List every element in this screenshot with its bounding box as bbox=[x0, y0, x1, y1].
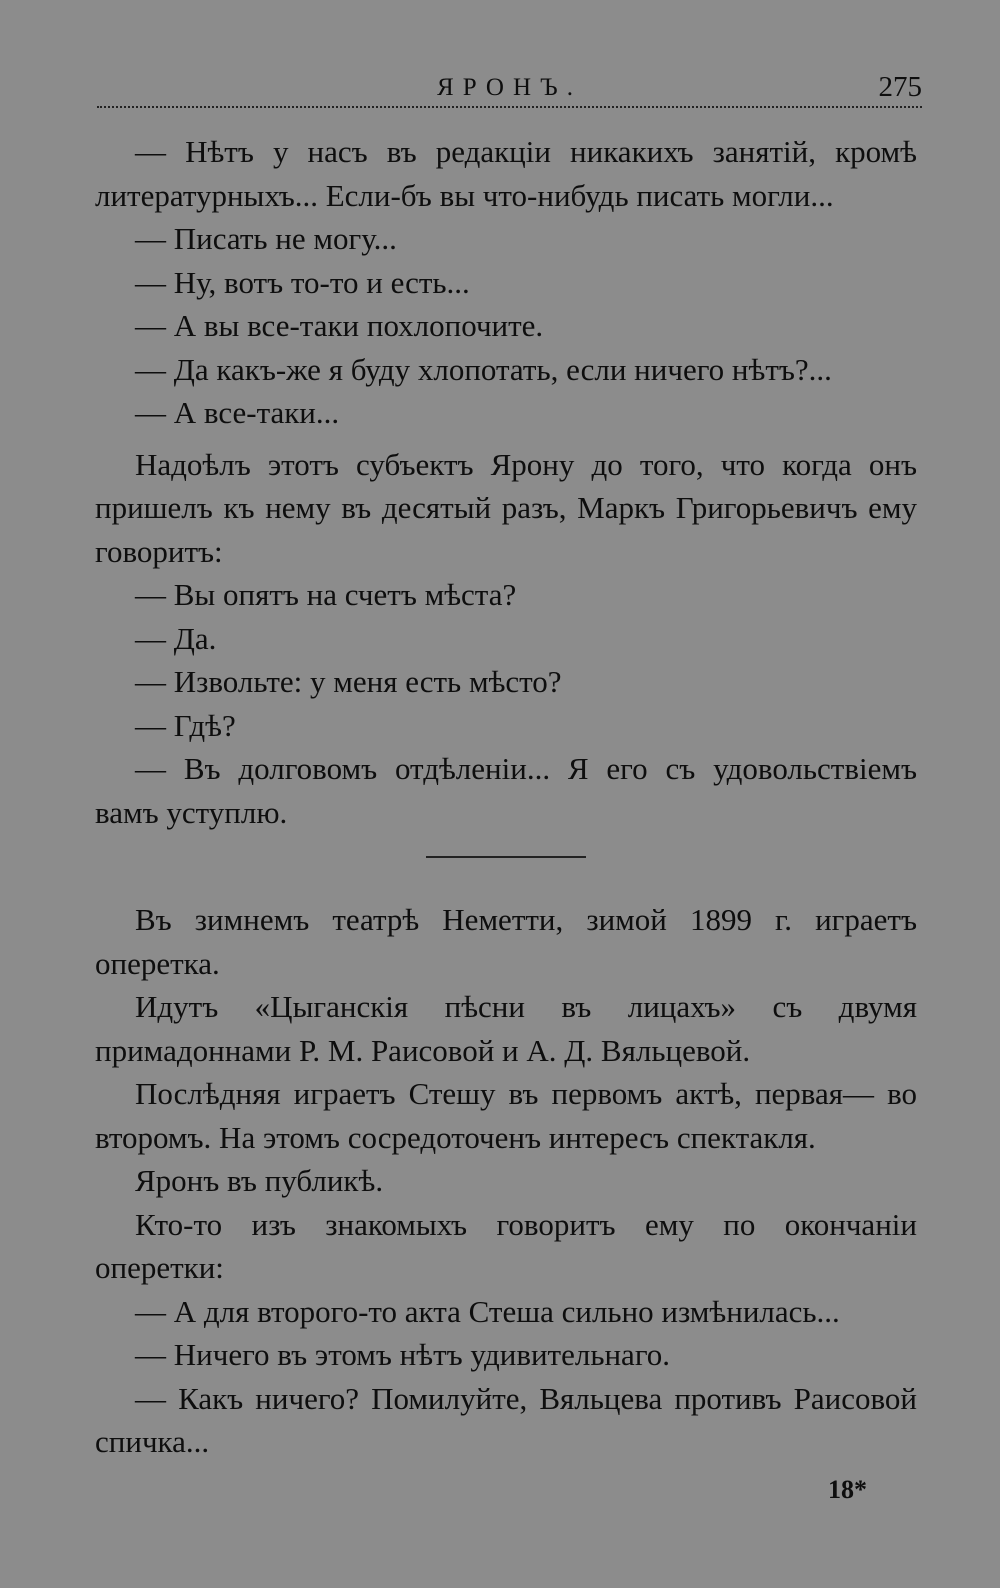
paragraph: Надоѣлъ этотъ субъектъ Ярону до того, что когда онъ пришелъ къ нему въ десятый разъ, Маркъ Григорьевичъ ему говоритъ: bbox=[95, 446, 917, 569]
paragraph: — Нѣтъ у насъ въ редакціи никакихъ занятій, кромѣ литературныхъ... Если-бъ вы что-нибудь писать могли... bbox=[95, 134, 917, 213]
paragraph: — Писать не могу... bbox=[135, 221, 397, 256]
paragraph: — А вы все-таки похлопочите. bbox=[135, 308, 544, 343]
paragraph: — Да. bbox=[135, 620, 217, 656]
paragraph: — А все-таки... bbox=[135, 395, 340, 430]
paragraph: Въ зимнемъ театрѣ Неметти, зимой 1899 г. играетъ оперетка. bbox=[95, 902, 917, 981]
paragraph: — Ну, вотъ то-то и есть... bbox=[135, 264, 470, 300]
header-dotted-rule bbox=[97, 106, 922, 108]
page-number: 275 bbox=[878, 71, 922, 103]
running-title: ЯРОНЪ. bbox=[437, 74, 582, 101]
paragraph: Кто-то изъ знакомыхъ говоритъ ему по окончаніи оперетки: bbox=[95, 1206, 917, 1285]
paragraph: Идутъ «Цыганскія пѣсни въ лицахъ» съ двумя примадоннами Р. М. Раисовой и А. Д. Вяльцевой. bbox=[95, 989, 917, 1068]
paragraph: — Да какъ-же я буду хлопотать, если ничего нѣтъ?... bbox=[135, 351, 832, 387]
section-divider bbox=[426, 856, 586, 858]
paragraph: — Вы опятъ на счетъ мѣста? bbox=[135, 577, 517, 612]
paragraph: — Ничего въ этомъ нѣтъ удивительнаго. bbox=[135, 1337, 671, 1372]
paragraph: — Какъ ничего? Помилуйте, Вяльцева противъ Раисовой спичка... bbox=[95, 1380, 917, 1459]
paragraph: — А для второго-то акта Стеша сильно измѣнилась... bbox=[135, 1293, 840, 1329]
paragraph: — Извольте: у меня есть мѣсто? bbox=[135, 664, 562, 699]
paragraph: Послѣдняя играетъ Стешу въ первомъ актѣ, первая— во второмъ. На этомъ сосредоточенъ интересъ спектакля. bbox=[95, 1076, 917, 1155]
paragraph: — Въ долговомъ отдѣленіи... Я его съ удовольствіемъ вамъ уступлю. bbox=[95, 751, 917, 830]
paragraph: — Гдѣ? bbox=[135, 707, 236, 743]
paragraph: Яронъ въ публикѣ. bbox=[135, 1163, 384, 1198]
body-text bbox=[95, 130, 917, 1464]
page-header bbox=[97, 66, 922, 106]
signature-mark: 18* bbox=[828, 1475, 867, 1504]
